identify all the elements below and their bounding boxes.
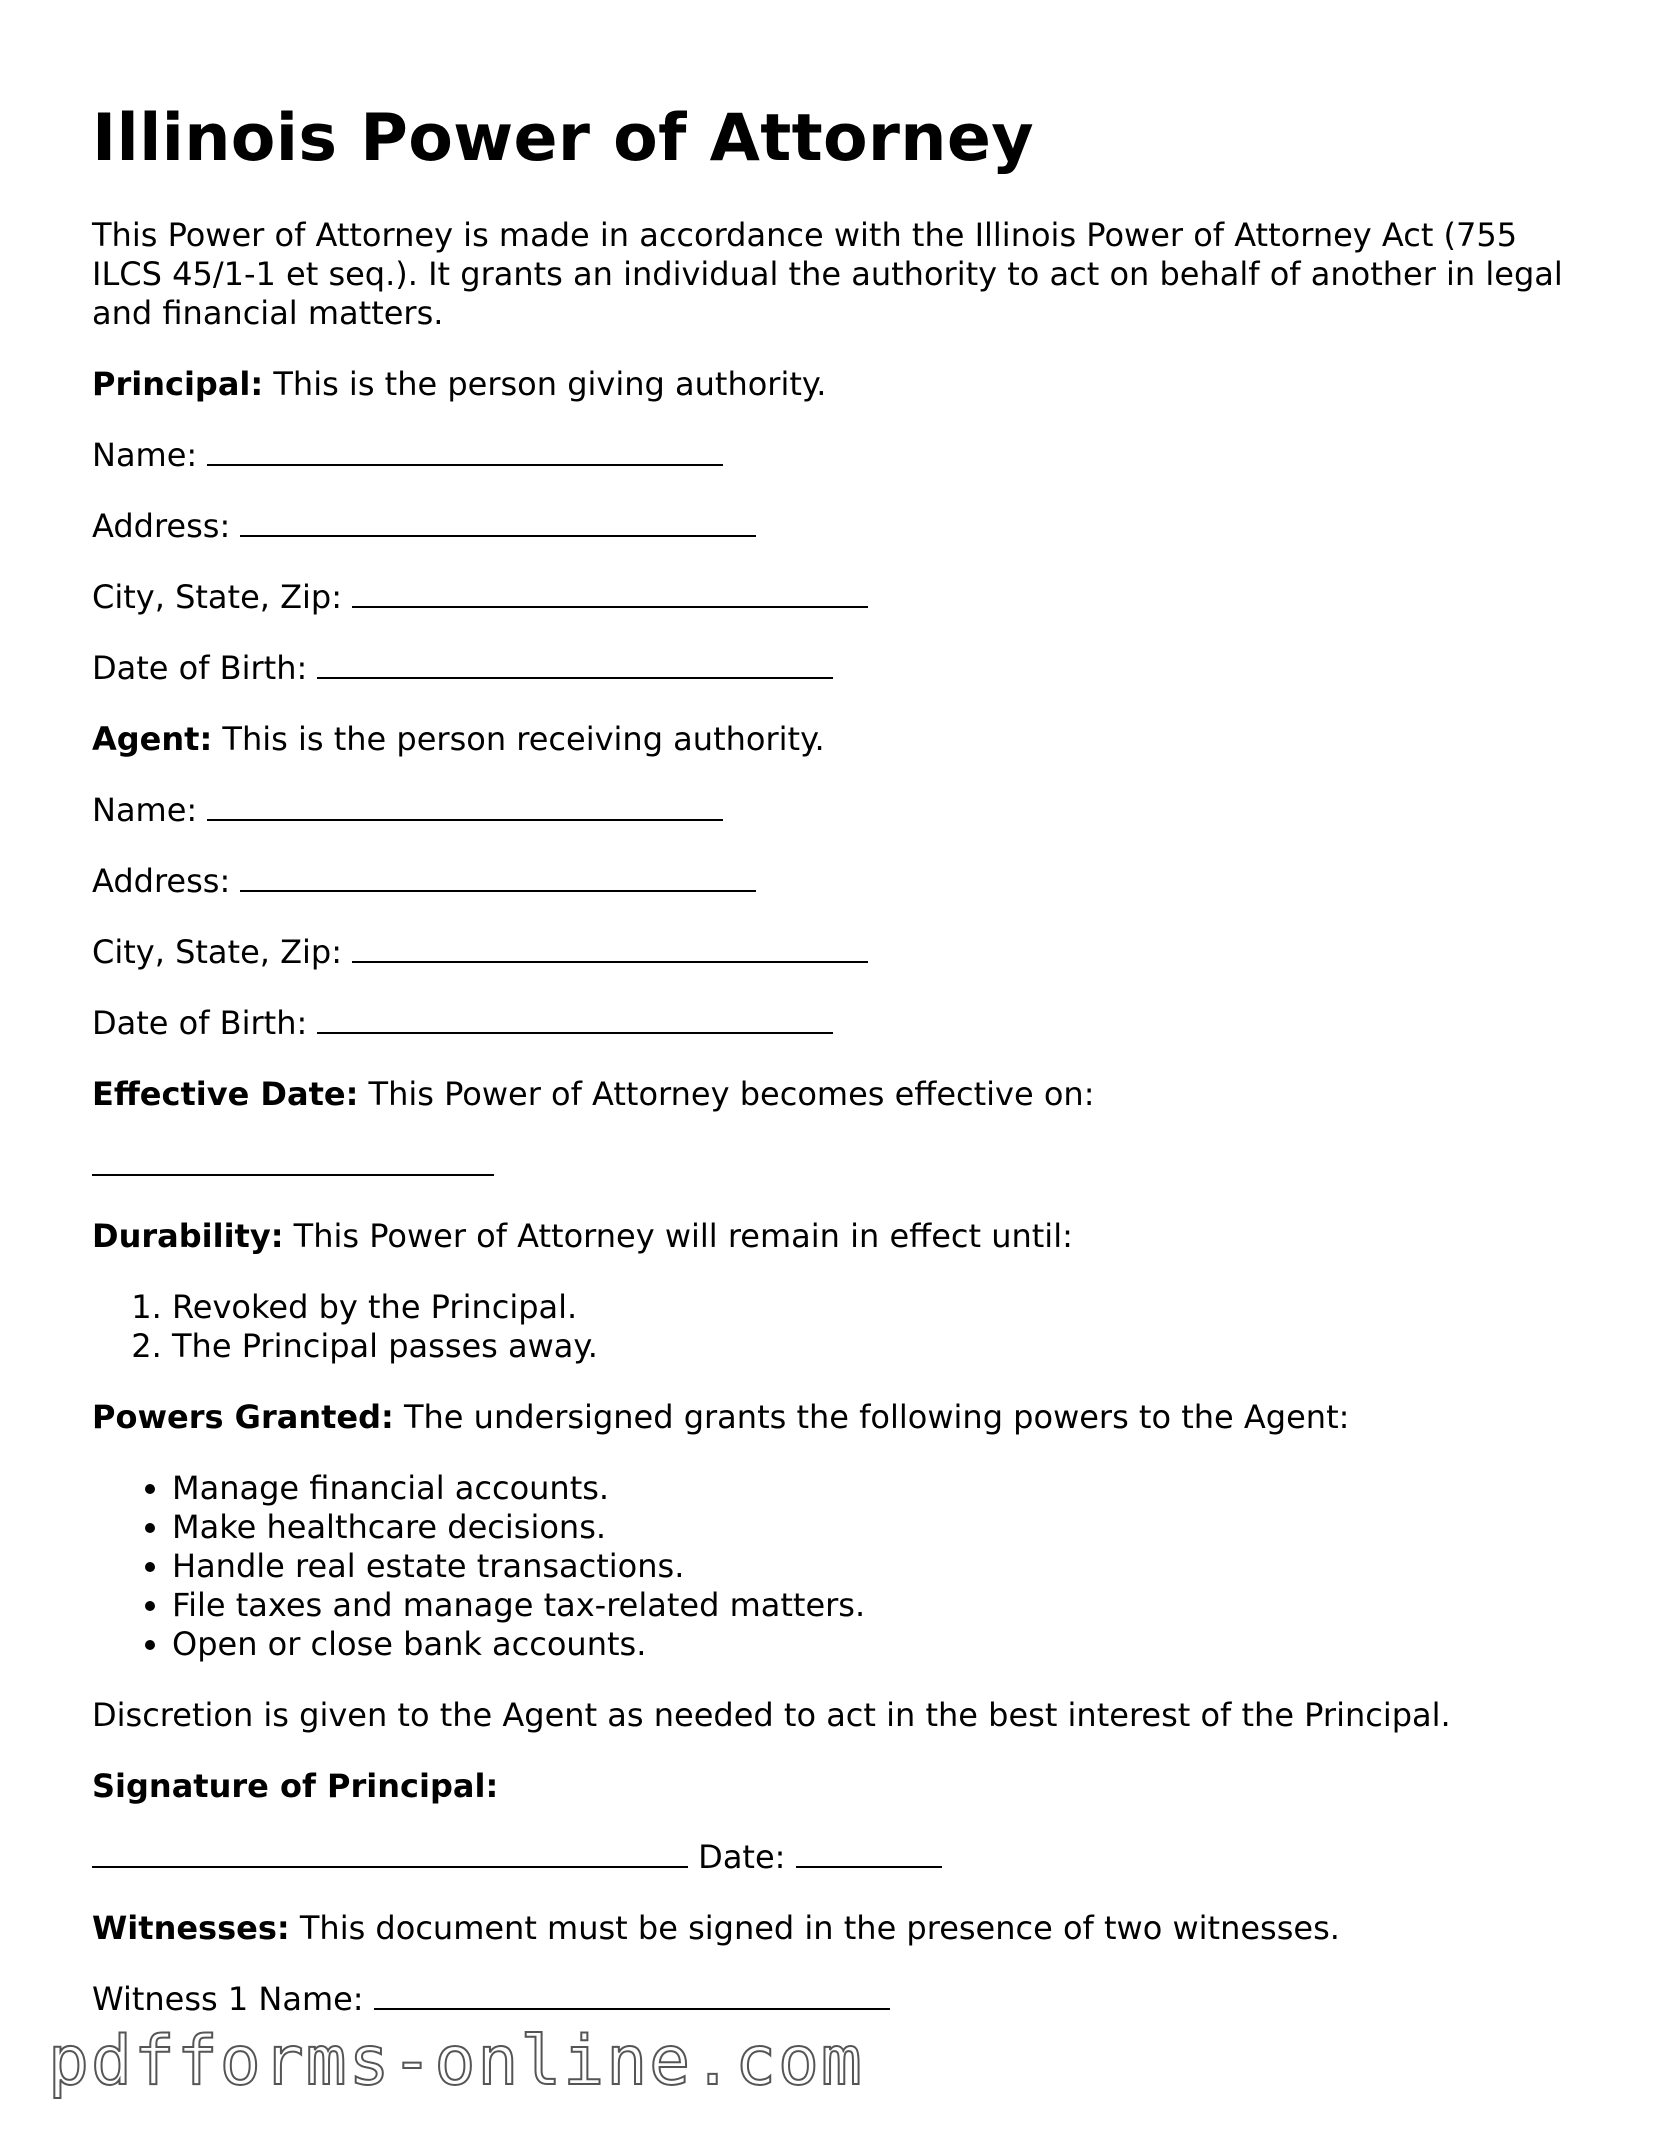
principal-dob-row xyxy=(92,649,1572,688)
witness1-name-field[interactable] xyxy=(374,1980,890,2010)
principal-city-field[interactable] xyxy=(352,578,868,608)
principal-address-field[interactable] xyxy=(240,507,756,537)
agent-label: Agent: xyxy=(92,720,213,758)
principal-name-field[interactable] xyxy=(207,436,723,466)
principal-description: This is the person giving authority. xyxy=(263,365,827,403)
signature-field[interactable] xyxy=(92,1838,688,1868)
watermark-text: pdfforms-online.com xyxy=(48,2022,864,2101)
principal-name-row xyxy=(92,436,1572,475)
effective-date-field[interactable] xyxy=(92,1146,494,1176)
powers-item: • Open or close bank accounts. xyxy=(172,1625,1572,1664)
agent-dob-field[interactable] xyxy=(317,1004,833,1034)
witnesses-heading xyxy=(92,1909,1572,1948)
powers-item: • File taxes and manage tax-related matters. xyxy=(172,1586,1572,1625)
agent-address-row xyxy=(92,862,1572,901)
signature-date-label: Date: xyxy=(698,1838,786,1876)
agent-dob-row xyxy=(92,1004,1572,1043)
signature-date-field[interactable] xyxy=(796,1838,942,1868)
principal-dob-field[interactable] xyxy=(317,649,833,679)
effective-date-row xyxy=(92,1146,1572,1185)
powers-item: • Handle real estate transactions. xyxy=(172,1547,1572,1586)
powers-heading xyxy=(92,1398,1572,1437)
agent-description: This is the person receiving authority. xyxy=(212,720,825,758)
principal-label: Principal: xyxy=(92,365,264,403)
agent-city-label: City, State, Zip: xyxy=(92,933,343,971)
witness1-row xyxy=(92,1980,1572,2019)
principal-address-label: Address: xyxy=(92,507,231,545)
witness1-name-label: Witness 1 Name: xyxy=(92,1980,364,2018)
effective-date-heading xyxy=(92,1075,1572,1114)
signature-label: Signature of Principal: xyxy=(92,1767,499,1805)
powers-item: • Manage financial accounts. xyxy=(172,1469,1572,1508)
agent-dob-label: Date of Birth: xyxy=(92,1004,308,1042)
durability-item: 2. The Principal passes away. xyxy=(172,1327,1572,1366)
durability-item: 1. Revoked by the Principal. xyxy=(172,1288,1572,1327)
agent-name-label: Name: xyxy=(92,791,198,829)
witnesses-label: Witnesses: xyxy=(92,1909,290,1947)
signature-row xyxy=(92,1838,1572,1877)
durability-list xyxy=(92,1288,1572,1366)
durability-heading xyxy=(92,1217,1572,1256)
agent-name-field[interactable] xyxy=(207,791,723,821)
principal-city-row xyxy=(92,578,1572,617)
principal-name-label: Name: xyxy=(92,436,198,474)
signature-heading xyxy=(92,1767,1572,1806)
witnesses-description: This document must be signed in the presence of two witnesses. xyxy=(289,1909,1340,1947)
durability-description: This Power of Attorney will remain in effect until: xyxy=(283,1217,1073,1255)
agent-address-field[interactable] xyxy=(240,862,756,892)
agent-city-field[interactable] xyxy=(352,933,868,963)
agent-name-row xyxy=(92,791,1572,830)
powers-list xyxy=(92,1469,1572,1664)
durability-label: Durability: xyxy=(92,1217,284,1255)
powers-description: The undersigned grants the following powers to the Agent: xyxy=(393,1398,1350,1436)
discretion-paragraph: Discretion is given to the Agent as needed to act in the best interest of the Principal. xyxy=(92,1696,1451,1734)
agent-city-row xyxy=(92,933,1572,972)
powers-label: Powers Granted: xyxy=(92,1398,394,1436)
principal-dob-label: Date of Birth: xyxy=(92,649,308,687)
effective-date-description: This Power of Attorney becomes effective on: xyxy=(358,1075,1095,1113)
agent-address-label: Address: xyxy=(92,862,231,900)
powers-item: • Make healthcare decisions. xyxy=(172,1508,1572,1547)
agent-section-heading xyxy=(92,720,1572,759)
principal-address-row xyxy=(92,507,1572,546)
document-page xyxy=(92,100,1572,2019)
intro-paragraph: This Power of Attorney is made in accordance with the Illinois Power of Attorney Act (755 ILCS 45/1-1 et seq.). It grants an individual the authority to act on behalf of another in legal and financial matters. xyxy=(92,216,1563,332)
document-title: Illinois Power of Attorney xyxy=(92,101,1034,176)
principal-city-label: City, State, Zip: xyxy=(92,578,343,616)
effective-date-label: Effective Date: xyxy=(92,1075,359,1113)
principal-section-heading xyxy=(92,365,1572,404)
